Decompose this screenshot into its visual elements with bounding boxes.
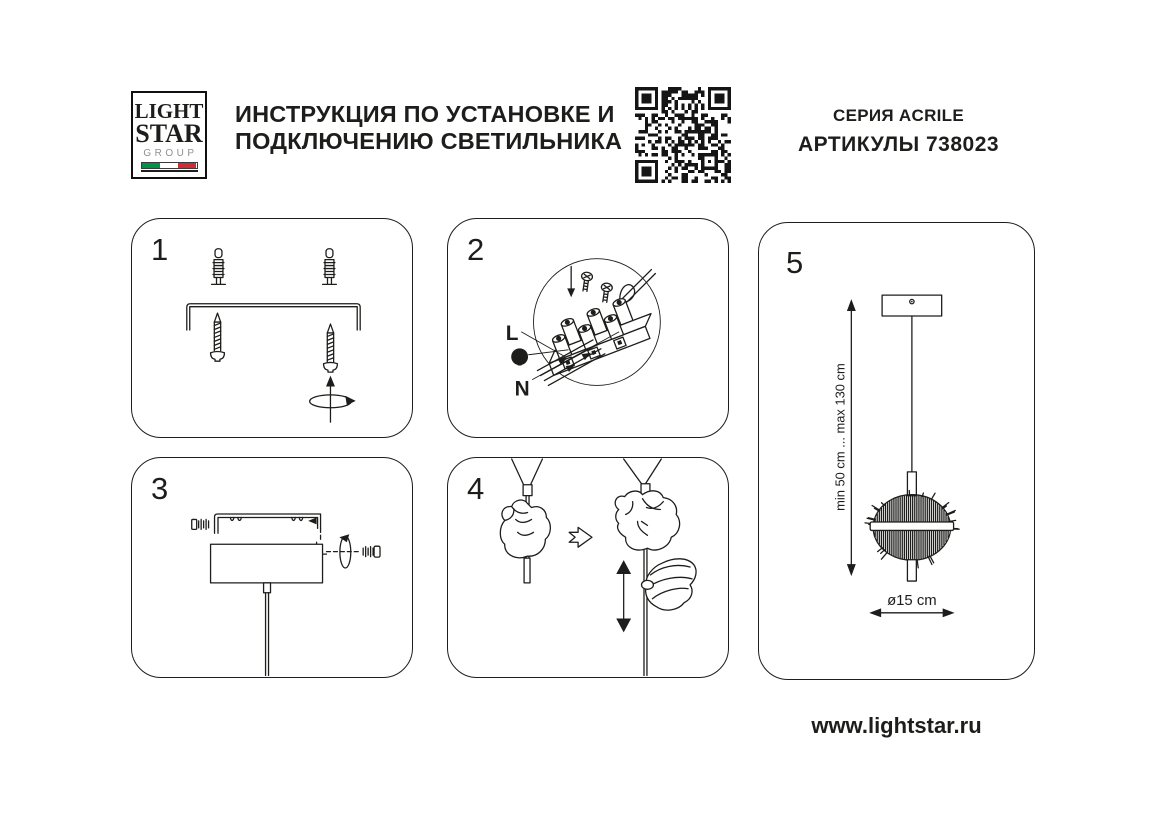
italian-flag-icon xyxy=(141,162,198,169)
lightstar-logo xyxy=(131,91,207,179)
lamp-shade xyxy=(865,490,959,567)
screw-icon xyxy=(324,324,338,372)
logo-text-group: GROUP xyxy=(143,148,198,160)
page-title xyxy=(235,101,635,154)
screw-icon xyxy=(580,272,593,292)
suspension-cable xyxy=(266,593,269,676)
step5-drawing xyxy=(759,223,1034,679)
height-range-label: min 50 cm ... max 130 cm xyxy=(832,363,848,511)
logo-text-light: LIGHT xyxy=(134,99,204,123)
step4-drawing xyxy=(448,458,728,677)
canopy-box xyxy=(211,544,323,583)
ceiling-cables xyxy=(512,459,543,485)
hand-icon xyxy=(615,491,679,550)
canopy-box xyxy=(882,295,942,316)
logo-text-star: STAR xyxy=(135,119,203,148)
diameter-dimension xyxy=(869,608,954,617)
step-number: 2 xyxy=(467,232,485,267)
step3-drawing xyxy=(132,458,412,677)
lamp-stem-bottom xyxy=(907,560,916,581)
flag-underline xyxy=(141,170,198,172)
shade-band xyxy=(870,522,953,530)
screw-icon xyxy=(192,519,209,529)
screw-icon xyxy=(599,282,612,302)
cloth-hand-icon xyxy=(642,559,697,610)
step-panel-5 xyxy=(758,222,1035,680)
step-number: 5 xyxy=(786,245,804,280)
cable-end xyxy=(524,558,530,583)
step-number: 1 xyxy=(151,232,169,267)
rotation-arrow xyxy=(310,376,356,423)
insert-arrow xyxy=(567,267,575,298)
title-line-1: ИНСТРУКЦИЯ ПО УСТАНОВКЕ И xyxy=(235,101,615,127)
qr-code-image xyxy=(635,87,731,183)
hand-icon xyxy=(500,500,550,558)
mounting-bracket xyxy=(215,514,321,533)
qr-code xyxy=(635,87,731,183)
step2-drawing xyxy=(448,219,728,437)
step-number: 3 xyxy=(151,471,169,506)
cord-grip xyxy=(523,485,532,496)
screw-icon xyxy=(211,313,225,361)
live-label: L xyxy=(505,321,519,345)
product-meta xyxy=(778,106,1019,157)
wall-plug-icon xyxy=(212,249,226,285)
step-panel-2 xyxy=(447,218,729,438)
series-label: СЕРИЯ ACRILE xyxy=(833,106,964,125)
step-number: 4 xyxy=(467,471,485,506)
ceiling-cables xyxy=(624,459,662,484)
step-panel-3 xyxy=(131,457,413,678)
wall-plug-icon xyxy=(323,249,337,285)
height-dimension xyxy=(847,299,856,576)
step-panel-4 xyxy=(447,457,729,678)
next-step-arrow xyxy=(569,527,592,547)
updown-arrow xyxy=(616,560,631,632)
screw-icon xyxy=(363,546,380,557)
website-url: www.lightstar.ru xyxy=(811,713,982,738)
step1-drawing xyxy=(132,219,412,437)
ground-icon xyxy=(511,348,528,365)
neutral-label: N xyxy=(514,377,530,401)
title-line-2: ПОДКЛЮЧЕНИЮ СВЕТИЛЬНИКА xyxy=(235,127,623,154)
cord-grip xyxy=(264,583,271,593)
articles-label: АРТИКУЛЫ 738023 xyxy=(797,133,1000,156)
mounting-bracket xyxy=(187,304,360,330)
step-panel-1 xyxy=(131,218,413,438)
terminal-block xyxy=(537,290,660,375)
diameter-label: ø15 cm xyxy=(887,592,937,609)
